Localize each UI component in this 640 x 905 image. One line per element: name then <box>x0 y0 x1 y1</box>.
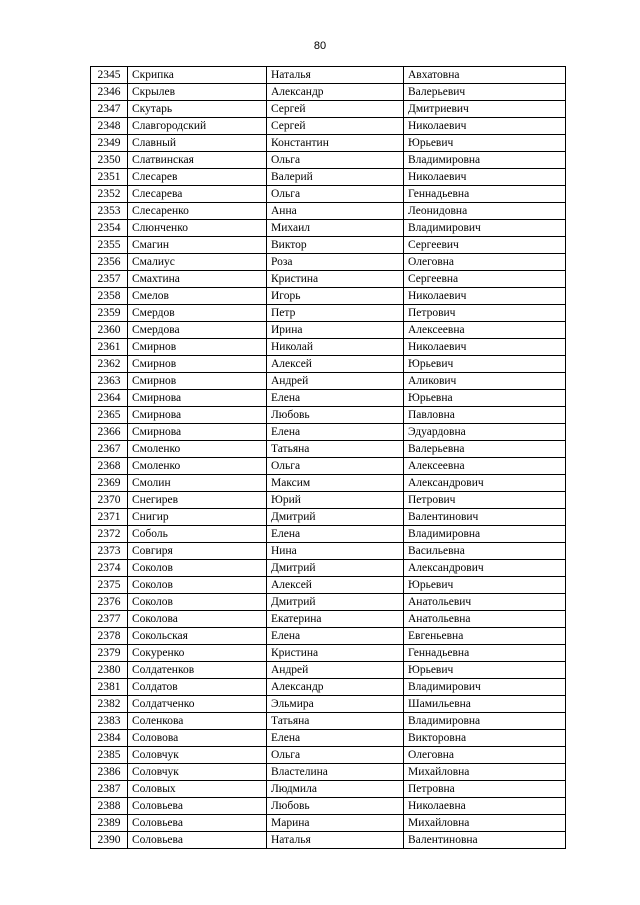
last-name-cell: Соколов <box>128 594 267 611</box>
last-name-cell: Слюнченко <box>128 220 267 237</box>
last-name-cell: Снигир <box>128 509 267 526</box>
first-name-cell: Елена <box>267 628 404 645</box>
table-row <box>91 305 566 322</box>
row-number-cell: 2387 <box>91 781 128 798</box>
table-row <box>91 271 566 288</box>
patronymic-cell: Николаевич <box>404 339 566 356</box>
last-name-cell: Слесарева <box>128 186 267 203</box>
roster-table-body <box>91 67 566 849</box>
last-name-cell: Слесарев <box>128 169 267 186</box>
patronymic-cell: Геннадьевна <box>404 186 566 203</box>
row-number-cell: 2360 <box>91 322 128 339</box>
row-number-cell: 2362 <box>91 356 128 373</box>
table-row <box>91 373 566 390</box>
last-name-cell: Соловых <box>128 781 267 798</box>
patronymic-cell: Владимировна <box>404 713 566 730</box>
patronymic-cell: Викторовна <box>404 730 566 747</box>
table-row <box>91 424 566 441</box>
patronymic-cell: Евгеньевна <box>404 628 566 645</box>
first-name-cell: Александр <box>267 84 404 101</box>
table-row <box>91 220 566 237</box>
last-name-cell: Смалиус <box>128 254 267 271</box>
first-name-cell: Дмитрий <box>267 560 404 577</box>
patronymic-cell: Аликович <box>404 373 566 390</box>
last-name-cell: Сокольская <box>128 628 267 645</box>
table-row <box>91 67 566 84</box>
table-row <box>91 645 566 662</box>
first-name-cell: Ирина <box>267 322 404 339</box>
last-name-cell: Смирнов <box>128 339 267 356</box>
table-row <box>91 390 566 407</box>
table-row <box>91 730 566 747</box>
first-name-cell: Александр <box>267 679 404 696</box>
first-name-cell: Елена <box>267 390 404 407</box>
last-name-cell: Скрипка <box>128 67 267 84</box>
patronymic-cell: Алексеевна <box>404 322 566 339</box>
row-number-cell: 2372 <box>91 526 128 543</box>
first-name-cell: Роза <box>267 254 404 271</box>
row-number-cell: 2349 <box>91 135 128 152</box>
last-name-cell: Соколова <box>128 611 267 628</box>
patronymic-cell: Юрьевич <box>404 135 566 152</box>
row-number-cell: 2390 <box>91 832 128 849</box>
last-name-cell: Слесаренко <box>128 203 267 220</box>
patronymic-cell: Валентинович <box>404 509 566 526</box>
patronymic-cell: Анатольевна <box>404 611 566 628</box>
table-row <box>91 594 566 611</box>
last-name-cell: Смагин <box>128 237 267 254</box>
table-row <box>91 458 566 475</box>
patronymic-cell: Олеговна <box>404 254 566 271</box>
first-name-cell: Максим <box>267 475 404 492</box>
last-name-cell: Соболь <box>128 526 267 543</box>
patronymic-cell: Владимирович <box>404 220 566 237</box>
first-name-cell: Наталья <box>267 832 404 849</box>
last-name-cell: Смердова <box>128 322 267 339</box>
row-number-cell: 2356 <box>91 254 128 271</box>
table-row <box>91 713 566 730</box>
table-row <box>91 356 566 373</box>
row-number-cell: 2354 <box>91 220 128 237</box>
table-row <box>91 560 566 577</box>
table-row <box>91 492 566 509</box>
first-name-cell: Кристина <box>267 271 404 288</box>
patronymic-cell: Валерьевна <box>404 441 566 458</box>
first-name-cell: Елена <box>267 730 404 747</box>
first-name-cell: Елена <box>267 526 404 543</box>
patronymic-cell: Владимировна <box>404 152 566 169</box>
row-number-cell: 2388 <box>91 798 128 815</box>
row-number-cell: 2347 <box>91 101 128 118</box>
first-name-cell: Алексей <box>267 356 404 373</box>
table-row <box>91 152 566 169</box>
patronymic-cell: Юрьевич <box>404 662 566 679</box>
patronymic-cell: Павловна <box>404 407 566 424</box>
last-name-cell: Соловчук <box>128 747 267 764</box>
first-name-cell: Татьяна <box>267 713 404 730</box>
last-name-cell: Смолин <box>128 475 267 492</box>
row-number-cell: 2373 <box>91 543 128 560</box>
last-name-cell: Соловьева <box>128 832 267 849</box>
row-number-cell: 2385 <box>91 747 128 764</box>
patronymic-cell: Алексеевна <box>404 458 566 475</box>
first-name-cell: Любовь <box>267 798 404 815</box>
first-name-cell: Дмитрий <box>267 594 404 611</box>
table-row <box>91 815 566 832</box>
first-name-cell: Любовь <box>267 407 404 424</box>
last-name-cell: Солдатченко <box>128 696 267 713</box>
row-number-cell: 2371 <box>91 509 128 526</box>
row-number-cell: 2375 <box>91 577 128 594</box>
row-number-cell: 2348 <box>91 118 128 135</box>
patronymic-cell: Сергеевич <box>404 237 566 254</box>
patronymic-cell: Николаевич <box>404 169 566 186</box>
patronymic-cell: Николаевич <box>404 288 566 305</box>
patronymic-cell: Петровна <box>404 781 566 798</box>
first-name-cell: Нина <box>267 543 404 560</box>
first-name-cell: Марина <box>267 815 404 832</box>
last-name-cell: Скутарь <box>128 101 267 118</box>
row-number-cell: 2364 <box>91 390 128 407</box>
last-name-cell: Смирнов <box>128 356 267 373</box>
first-name-cell: Сергей <box>267 118 404 135</box>
table-row <box>91 611 566 628</box>
last-name-cell: Смоленко <box>128 441 267 458</box>
first-name-cell: Ольга <box>267 747 404 764</box>
table-row <box>91 84 566 101</box>
last-name-cell: Славный <box>128 135 267 152</box>
table-row <box>91 407 566 424</box>
table-row <box>91 186 566 203</box>
table-row <box>91 577 566 594</box>
patronymic-cell: Эдуардовна <box>404 424 566 441</box>
first-name-cell: Людмила <box>267 781 404 798</box>
row-number-cell: 2389 <box>91 815 128 832</box>
patronymic-cell: Владимировна <box>404 526 566 543</box>
first-name-cell: Елена <box>267 424 404 441</box>
table-row <box>91 662 566 679</box>
table-row <box>91 288 566 305</box>
patronymic-cell: Владимирович <box>404 679 566 696</box>
last-name-cell: Соколов <box>128 560 267 577</box>
row-number-cell: 2352 <box>91 186 128 203</box>
patronymic-cell: Юрьевич <box>404 356 566 373</box>
first-name-cell: Ольга <box>267 152 404 169</box>
row-number-cell: 2386 <box>91 764 128 781</box>
table-row <box>91 101 566 118</box>
patronymic-cell: Николаевна <box>404 798 566 815</box>
last-name-cell: Соловова <box>128 730 267 747</box>
last-name-cell: Смелов <box>128 288 267 305</box>
row-number-cell: 2368 <box>91 458 128 475</box>
patronymic-cell: Авхатовна <box>404 67 566 84</box>
first-name-cell: Екатерина <box>267 611 404 628</box>
row-number-cell: 2380 <box>91 662 128 679</box>
patronymic-cell: Валерьевич <box>404 84 566 101</box>
last-name-cell: Солдатов <box>128 679 267 696</box>
row-number-cell: 2351 <box>91 169 128 186</box>
patronymic-cell: Михайловна <box>404 764 566 781</box>
row-number-cell: 2384 <box>91 730 128 747</box>
patronymic-cell: Александрович <box>404 560 566 577</box>
patronymic-cell: Олеговна <box>404 747 566 764</box>
first-name-cell: Татьяна <box>267 441 404 458</box>
page-number: 80 <box>313 40 327 52</box>
first-name-cell: Николай <box>267 339 404 356</box>
first-name-cell: Валерий <box>267 169 404 186</box>
table-row <box>91 832 566 849</box>
row-number-cell: 2369 <box>91 475 128 492</box>
last-name-cell: Соловьева <box>128 815 267 832</box>
last-name-cell: Слатвинская <box>128 152 267 169</box>
first-name-cell: Ольга <box>267 186 404 203</box>
table-row <box>91 169 566 186</box>
first-name-cell: Виктор <box>267 237 404 254</box>
patronymic-cell: Юрьевна <box>404 390 566 407</box>
table-row <box>91 203 566 220</box>
first-name-cell: Алексей <box>267 577 404 594</box>
table-row <box>91 339 566 356</box>
table-row <box>91 696 566 713</box>
last-name-cell: Смирнова <box>128 390 267 407</box>
patronymic-cell: Александрович <box>404 475 566 492</box>
table-row <box>91 237 566 254</box>
last-name-cell: Смирнова <box>128 424 267 441</box>
last-name-cell: Соловчук <box>128 764 267 781</box>
first-name-cell: Ольга <box>267 458 404 475</box>
row-number-cell: 2363 <box>91 373 128 390</box>
table-row <box>91 781 566 798</box>
first-name-cell: Эльмира <box>267 696 404 713</box>
table-row <box>91 526 566 543</box>
table-row <box>91 764 566 781</box>
table-row <box>91 509 566 526</box>
row-number-cell: 2381 <box>91 679 128 696</box>
table-row <box>91 135 566 152</box>
patronymic-cell: Михайловна <box>404 815 566 832</box>
row-number-cell: 2350 <box>91 152 128 169</box>
row-number-cell: 2383 <box>91 713 128 730</box>
patronymic-cell: Петрович <box>404 305 566 322</box>
patronymic-cell: Николаевич <box>404 118 566 135</box>
row-number-cell: 2377 <box>91 611 128 628</box>
row-number-cell: 2359 <box>91 305 128 322</box>
row-number-cell: 2355 <box>91 237 128 254</box>
last-name-cell: Смоленко <box>128 458 267 475</box>
first-name-cell: Анна <box>267 203 404 220</box>
last-name-cell: Совгиря <box>128 543 267 560</box>
row-number-cell: 2365 <box>91 407 128 424</box>
last-name-cell: Скрылев <box>128 84 267 101</box>
patronymic-cell: Валентиновна <box>404 832 566 849</box>
table-row <box>91 475 566 492</box>
table-row <box>91 747 566 764</box>
patronymic-cell: Леонидовна <box>404 203 566 220</box>
last-name-cell: Славгородский <box>128 118 267 135</box>
last-name-cell: Сокуренко <box>128 645 267 662</box>
patronymic-cell: Петрович <box>404 492 566 509</box>
row-number-cell: 2379 <box>91 645 128 662</box>
table-row <box>91 441 566 458</box>
first-name-cell: Игорь <box>267 288 404 305</box>
row-number-cell: 2382 <box>91 696 128 713</box>
last-name-cell: Снегирев <box>128 492 267 509</box>
patronymic-cell: Дмитриевич <box>404 101 566 118</box>
first-name-cell: Константин <box>267 135 404 152</box>
table-row <box>91 679 566 696</box>
row-number-cell: 2366 <box>91 424 128 441</box>
table-row <box>91 798 566 815</box>
first-name-cell: Андрей <box>267 373 404 390</box>
patronymic-cell: Анатольевич <box>404 594 566 611</box>
row-number-cell: 2370 <box>91 492 128 509</box>
last-name-cell: Солдатенков <box>128 662 267 679</box>
row-number-cell: 2367 <box>91 441 128 458</box>
row-number-cell: 2345 <box>91 67 128 84</box>
row-number-cell: 2378 <box>91 628 128 645</box>
patronymic-cell: Геннадьевна <box>404 645 566 662</box>
patronymic-cell: Юрьевич <box>404 577 566 594</box>
table-row <box>91 628 566 645</box>
table-row <box>91 118 566 135</box>
first-name-cell: Наталья <box>267 67 404 84</box>
row-number-cell: 2346 <box>91 84 128 101</box>
last-name-cell: Смирнова <box>128 407 267 424</box>
first-name-cell: Андрей <box>267 662 404 679</box>
first-name-cell: Юрий <box>267 492 404 509</box>
patronymic-cell: Васильевна <box>404 543 566 560</box>
first-name-cell: Кристина <box>267 645 404 662</box>
roster-table <box>90 66 566 849</box>
row-number-cell: 2374 <box>91 560 128 577</box>
last-name-cell: Смахтина <box>128 271 267 288</box>
row-number-cell: 2353 <box>91 203 128 220</box>
last-name-cell: Соловьева <box>128 798 267 815</box>
patronymic-cell: Шамильевна <box>404 696 566 713</box>
first-name-cell: Михаил <box>267 220 404 237</box>
row-number-cell: 2361 <box>91 339 128 356</box>
patronymic-cell: Сергеевна <box>404 271 566 288</box>
first-name-cell: Властелина <box>267 764 404 781</box>
last-name-cell: Соколов <box>128 577 267 594</box>
row-number-cell: 2357 <box>91 271 128 288</box>
table-row <box>91 254 566 271</box>
last-name-cell: Смердов <box>128 305 267 322</box>
table-row <box>91 322 566 339</box>
row-number-cell: 2376 <box>91 594 128 611</box>
first-name-cell: Петр <box>267 305 404 322</box>
last-name-cell: Смирнов <box>128 373 267 390</box>
last-name-cell: Соленкова <box>128 713 267 730</box>
row-number-cell: 2358 <box>91 288 128 305</box>
first-name-cell: Сергей <box>267 101 404 118</box>
table-row <box>91 543 566 560</box>
first-name-cell: Дмитрий <box>267 509 404 526</box>
